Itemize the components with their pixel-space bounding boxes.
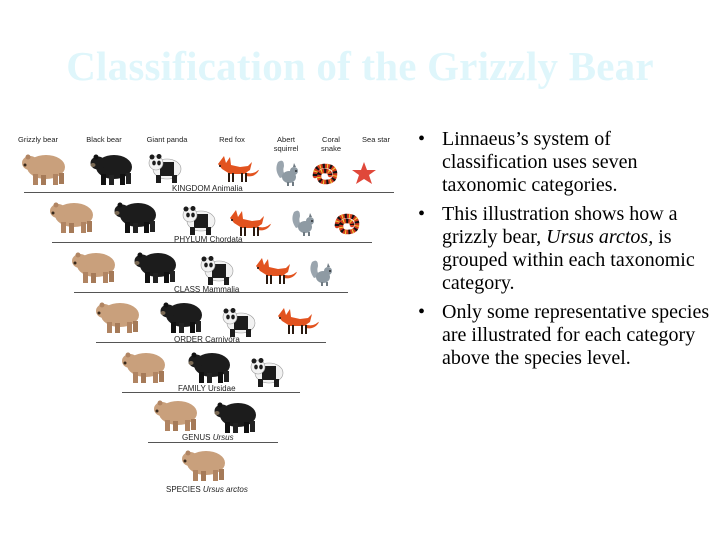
red-fox-icon bbox=[218, 156, 260, 182]
sea-star-icon bbox=[352, 162, 376, 184]
red-fox-icon bbox=[256, 258, 298, 284]
giant-panda-icon bbox=[223, 308, 255, 337]
coral-snake-icon bbox=[337, 216, 357, 232]
bullet-text: Only some representative species are illustrated for each category above the species level. bbox=[442, 301, 710, 369]
bullet-item bbox=[416, 128, 712, 197]
grizzly-bear-icon bbox=[50, 203, 93, 234]
taxon-name: Carnivora bbox=[205, 335, 240, 344]
species-name: Ursus arctos, bbox=[546, 226, 654, 248]
bullet-item bbox=[416, 301, 712, 370]
rank-name: FAMILY bbox=[178, 384, 206, 393]
animal-name-snake: Coral snake bbox=[320, 135, 341, 153]
black-bear-icon bbox=[189, 353, 231, 384]
bullet-dot: • bbox=[418, 128, 426, 150]
bullet-list bbox=[416, 128, 712, 376]
rank-label-family bbox=[178, 384, 236, 393]
squirrel-icon bbox=[292, 211, 314, 236]
squirrel-icon bbox=[310, 261, 332, 286]
squirrel-icon bbox=[276, 161, 298, 186]
rank-label-genus bbox=[182, 433, 234, 442]
animal-name-black-bear: Black bear bbox=[86, 135, 122, 144]
animal-name-fox: Red fox bbox=[219, 135, 245, 144]
rank-name: GENUS bbox=[182, 433, 211, 442]
animal-name-panda: Giant panda bbox=[146, 135, 188, 144]
bullet-dot: • bbox=[418, 203, 426, 225]
animal-name-grizzly: Grizzly bear bbox=[18, 135, 59, 144]
rank-name: ORDER bbox=[174, 335, 203, 344]
taxon-name: Chordata bbox=[209, 235, 243, 244]
grizzly-bear-icon bbox=[72, 253, 115, 284]
animal-name-squirrel: Abert squirrel bbox=[273, 135, 299, 153]
taxon-name: Ursidae bbox=[207, 384, 236, 393]
rank-label-order bbox=[174, 335, 240, 344]
rank-name: PHYLUM bbox=[174, 235, 208, 244]
grizzly-bear-icon bbox=[22, 155, 65, 186]
classification-figure bbox=[16, 128, 400, 498]
taxon-name: Animalia bbox=[212, 184, 243, 193]
coral-snake-icon bbox=[315, 166, 335, 182]
giant-panda-icon bbox=[201, 256, 233, 285]
giant-panda-icon bbox=[251, 358, 283, 387]
grizzly-bear-icon bbox=[96, 303, 139, 334]
bullet-text: Linnaeus’s system of classification uses seven taxonomic categories. bbox=[442, 128, 638, 196]
rank-label-class bbox=[174, 285, 239, 294]
bullet-text-pre: This illustration shows how a grizzly bear, bbox=[442, 203, 678, 248]
rank-name: CLASS bbox=[174, 285, 201, 294]
animal-name-sea-star: Sea star bbox=[362, 135, 390, 144]
black-bear-icon bbox=[161, 303, 203, 334]
giant-panda-icon bbox=[149, 154, 181, 183]
bullet-text-post: is grouped within each taxonomic category. bbox=[442, 226, 695, 294]
rank-divider bbox=[148, 442, 278, 443]
rank-name: SPECIES bbox=[166, 485, 201, 494]
red-fox-icon bbox=[230, 210, 272, 236]
grizzly-bear-icon bbox=[182, 451, 225, 482]
rank-label-species bbox=[166, 485, 248, 494]
rank-name: KINGDOM bbox=[172, 184, 211, 193]
taxon-name: Ursus arctos bbox=[202, 485, 248, 494]
bullet-dot: • bbox=[418, 301, 426, 323]
slide-title: Classification of the Grizzly Bear bbox=[66, 43, 654, 89]
black-bear-icon bbox=[215, 403, 257, 434]
taxon-name: Mammalia bbox=[202, 285, 240, 294]
rank-label-kingdom bbox=[172, 184, 243, 193]
taxon-name: Ursus bbox=[212, 433, 234, 442]
grizzly-bear-icon bbox=[154, 401, 197, 432]
black-bear-icon bbox=[135, 253, 177, 284]
black-bear-icon bbox=[115, 203, 157, 234]
bullet-item bbox=[416, 203, 712, 295]
giant-panda-icon bbox=[183, 206, 215, 235]
grizzly-bear-icon bbox=[122, 353, 165, 384]
black-bear-icon bbox=[91, 155, 133, 186]
rank-label-phylum bbox=[174, 235, 243, 244]
red-fox-icon bbox=[278, 308, 320, 334]
